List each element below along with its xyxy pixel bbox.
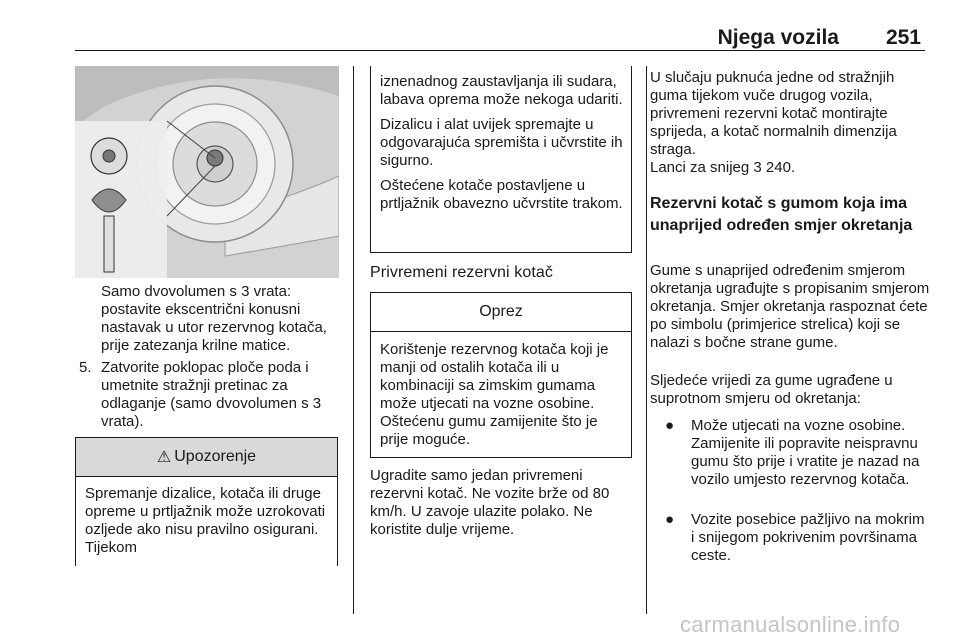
list-item-text: Može utjecati na vozne osobine. Zamijenite ili popravite neispravnu gumu što prije i vratite je nazad na vozilo umjesto rezervnog kotača. bbox=[691, 417, 920, 488]
towing-paragraph: U slučaju puknuća jedne od stražnjih guma tijekom vuče drugog vozila, privremeni rezervni kotač montirajte sprijeda, a kotač normalnih dimenzija straga. bbox=[650, 69, 897, 158]
warning-header bbox=[76, 438, 337, 477]
page-header bbox=[75, 26, 925, 51]
warning-box bbox=[75, 437, 338, 566]
reference-text: Lanci za snijeg bbox=[650, 159, 754, 176]
continuation-paragraph: Samo dvovolumen s 3 vrata: postavite ekscentrični konusni nastavak u utor rezervnog kotača, prije zatezanja krilne matice. bbox=[101, 283, 327, 354]
page-number: 251 bbox=[885, 26, 921, 49]
opposite-direction-paragraph: Sljedeće vrijedi za gume ugrađene u suprotnom smjeru od okretanja: bbox=[650, 372, 893, 407]
snow-chains-reference bbox=[650, 159, 935, 177]
spare-wheel-illustration bbox=[75, 66, 339, 278]
bullet-icon: ● bbox=[665, 511, 675, 528]
bullet-icon: ● bbox=[665, 417, 675, 434]
section-heading: Privremeni rezervni kotač bbox=[370, 264, 553, 281]
page-reference-link[interactable]: 3 240. bbox=[753, 159, 796, 176]
caution-title: Oprez bbox=[371, 293, 631, 332]
warning-text: Spremanje dizalice, kotača ili druge opreme u prtljažnik može uzrokovati ozljede ako nisu pravilno osigurani. Tijekom bbox=[85, 485, 326, 556]
directional-tyre-heading: Rezervni kotač s gumom koja ima unaprijed određen smjer okretanja bbox=[650, 195, 913, 234]
step-number: 5. bbox=[79, 359, 92, 376]
watermark: carmanualsonline.info bbox=[680, 612, 901, 637]
directional-tyre-paragraph: Gume s unaprijed određenim smjerom okretanja ugrađujte s propisanim smjerom okretanja. Smjer okretanja raspoznat ćete po simbolu (primjerice strelica) koji se nalazi s bočne strane gume. bbox=[650, 262, 930, 351]
list-item-text: Vozite posebice pažljivo na mokrim i snijegom pokrivenim površinama ceste. bbox=[691, 511, 925, 564]
warning-triangle-icon: ⚠ bbox=[156, 449, 172, 466]
spare-wheel-drawing bbox=[75, 66, 339, 278]
warning-paragraph: iznenadnog zaustavljanja ili sudara, labava oprema može nekoga udariti. bbox=[380, 73, 623, 108]
section-title: Njega vozila bbox=[717, 26, 839, 49]
step-text: Zatvorite poklopac ploče poda i umetnite stražnji pretinac za odlaganje (samo dvovolumen s 3 vrata). bbox=[101, 359, 322, 430]
list-item bbox=[665, 511, 931, 565]
warning-paragraph: Oštećene kotače postavljene u prtljažnik obavezno učvrstite trakom. bbox=[380, 177, 623, 212]
warning-title: Upozorenje bbox=[174, 448, 257, 465]
warning-continuation-box bbox=[370, 66, 632, 253]
spare-wheel-paragraph: Ugradite samo jedan privremeni rezervni kotač. Ne vozite brže od 80 km/h. U zavoje ulazite polako. Ne koristite dulje vrijeme. bbox=[370, 467, 610, 538]
list-item bbox=[665, 417, 931, 489]
column-divider bbox=[353, 66, 354, 614]
caution-box bbox=[370, 292, 632, 458]
warning-paragraph: Dizalicu i alat uvijek spremajte u odgovarajuća spremišta i učvrstite ih sigurno. bbox=[380, 116, 623, 169]
caution-text: Korištenje rezervnog kotača koji je manji od ostalih kotača ili u kombinaciji sa zimskim gumama može utjecati na vozne osobine. Oštećenu gumu zamijenite što je prije moguće. bbox=[380, 341, 609, 448]
step-5 bbox=[79, 359, 341, 431]
column-divider bbox=[646, 66, 647, 614]
